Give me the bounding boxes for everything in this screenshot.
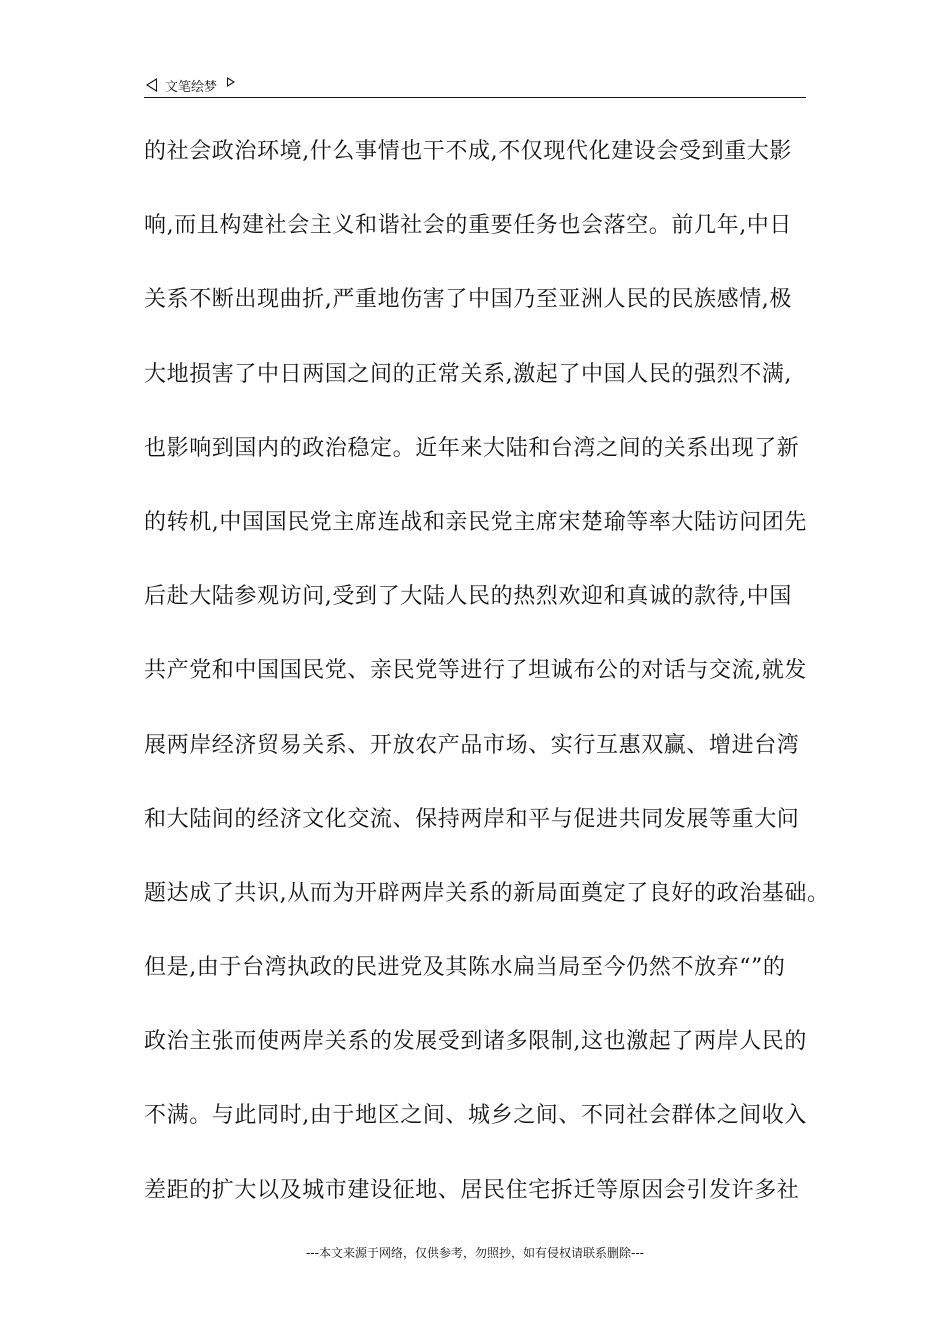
footer-notice: ---本文来源于网络，仅供参考，勿照抄，如有侵权请联系删除--- bbox=[306, 1246, 644, 1260]
document-body bbox=[144, 127, 830, 1240]
header-title: 文笔绘梦 bbox=[165, 79, 218, 95]
text-line: 政治主张而使两岸关系的发展受到诸多限制,这也激起了两岸人民的 bbox=[144, 1029, 807, 1055]
triangle-left-icon bbox=[146, 78, 157, 92]
text-line: 的社会政治环境,什么事情也干不成,不仅现代化建设会受到重大影 bbox=[144, 139, 792, 164]
text-line: 大地损害了中日两国之间的正常关系,激起了中国人民的强烈不满, bbox=[144, 361, 792, 387]
text-line: 但是,由于台湾执政的民进党及其陈水扁当局至今仍然不放弃“”的 bbox=[144, 955, 786, 981]
text-line: 共产党和中国国民党、亲民党等进行了坦诚布公的对话与交流,就发 bbox=[144, 658, 807, 684]
header-divider bbox=[144, 97, 806, 98]
text-line: 和大陆间的经济文化交流、保持两岸和平与促进共同发展等重大问 bbox=[144, 806, 800, 832]
text-line: 差距的扩大以及城市建设征地、居民住宅拆迁等原因会引发许多社 bbox=[144, 1177, 800, 1203]
text-line: 响,而且构建社会主义和谐社会的重要任务也会落空。前几年,中日 bbox=[144, 213, 792, 239]
text-line: 的转机,中国国民党主席连战和亲民党主席宋楚瑜等率大陆访问团先 bbox=[144, 509, 807, 535]
text-line: 题达成了共识,从而为开辟两岸关系的新局面奠定了良好的政治基础。 bbox=[144, 880, 830, 906]
text-line: 后赴大陆参观访问,受到了大陆人民的热烈欢迎和真诚的款待,中国 bbox=[144, 584, 792, 610]
text-line: 展两岸经济贸易关系、开放农产品市场、实行互惠双赢、增进台湾 bbox=[144, 732, 800, 758]
triangle-right-icon bbox=[227, 77, 235, 87]
text-line: 不满。与此同时,由于地区之间、城乡之间、不同社会群体之间收入 bbox=[144, 1103, 807, 1129]
page-header bbox=[146, 74, 235, 96]
text-line: 关系不断出现曲折,严重地伤害了中国乃至亚洲人民的民族感情,极 bbox=[144, 287, 792, 313]
text-line: 也影响到国内的政治稳定。近年来大陆和台湾之间的关系出现了新 bbox=[144, 435, 800, 461]
